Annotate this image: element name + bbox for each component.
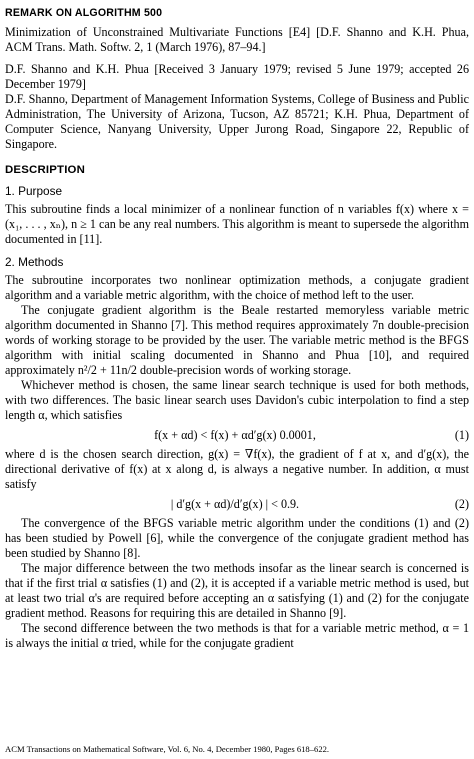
description-heading: DESCRIPTION: [5, 164, 86, 176]
purpose-heading: 1. Purpose: [5, 184, 63, 198]
methods-paragraph-6: The major difference between the two methods insofar as the linear search is concerned is that if the first trial α satisfies (1) and (2), it is accepted if a variable metric method is used, but at least two trial α's are required before accepting an α satisfying (1) and (2) for the conjugate gradient method. Reasons for requiring this are detailed in Shanno [9].: [5, 561, 469, 620]
equation-2-expression: | d′g(x + αd)/d′g(x) | < 0.9.: [170, 497, 300, 511]
equation-1: [5, 428, 469, 443]
article-title: REMARK ON ALGORITHM 500: [5, 7, 163, 19]
equation-1-expression: f(x + αd) < f(x) + αd′g(x) 0.0001,: [154, 428, 316, 442]
equation-1-number: (1): [454, 428, 469, 442]
equation-2-number: (2): [454, 497, 469, 511]
methods-paragraph-5: The convergence of the BFGS variable metric algorithm under the conditions (1) and (2) has been studied by Powell [6], while the convergence of the conjugate gradient method has been studied by Shanno [8].: [5, 516, 469, 560]
methods-paragraph-4: where d is the chosen search direction, g(x) = ∇f(x), the gradient of f at x, and d′g(x), the directional derivative of f(x) at x along d, is always a negative number. In addition, α must satisfy: [5, 447, 469, 491]
methods-paragraph-3: Whichever method is chosen, the same linear search technique is used for both methods, with two differences. The basic linear search uses Davidon's cubic interpolation to find a step length α, which satisfies: [5, 378, 469, 422]
authors-dates: D.F. Shanno and K.H. Phua [Received 3 January 1979; revised 5 June 1979; accepted 26 December 1979]: [5, 62, 469, 91]
equation-2: [5, 497, 469, 512]
methods-paragraph-1: The subroutine incorporates two nonlinear optimization methods, a conjugate gradient algorithm and a variable metric algorithm, with the choice of method left to the user.: [5, 273, 469, 302]
methods-heading: 2. Methods: [5, 255, 64, 269]
affiliations: D.F. Shanno, Department of Management Information Systems, College of Business and Public Administration, The University of Arizona, Tucson, AZ 85721; K.H. Phua, Department of Computer Science, Nanyang University, Upper Jurong Road, Singapore 22, Republic of Singapore.: [5, 92, 469, 151]
methods-paragraph-2: The conjugate gradient algorithm is the Beale restarted memoryless variable metric algorithm documented in Shanno [7]. This method requires approximately 7n double-precision words of working storage to be provided by the user. The variable metric method is the BFGS algorithm with initial scaling documented in Shanno and Phua [10], and required approximately n²/2 + 11n/2 double-precision words of working storage.: [5, 303, 469, 377]
methods-paragraph-7: The second difference between the two methods is that for a variable metric method, α = 1 is always the initial α tried, while for the conjugate gradient: [5, 621, 469, 650]
page: [5, 4, 469, 651]
citation: Minimization of Unconstrained Multivariate Functions [E4] [D.F. Shanno and K.H. Phua, ACM Trans. Math. Softw. 2, 1 (March 1976), 87–94.]: [5, 25, 469, 54]
purpose-text: This subroutine finds a local minimizer of a nonlinear function of n variables f(x) where x = (x₁, . . . , xₙ), n ≥ 1 can be any real numbers. This algorithm is meant to supersede the algorithm documented in [11].: [5, 202, 469, 246]
journal-footer: ACM Transactions on Mathematical Software, Vol. 6, No. 4, December 1980, Pages 618–622.: [5, 744, 330, 754]
